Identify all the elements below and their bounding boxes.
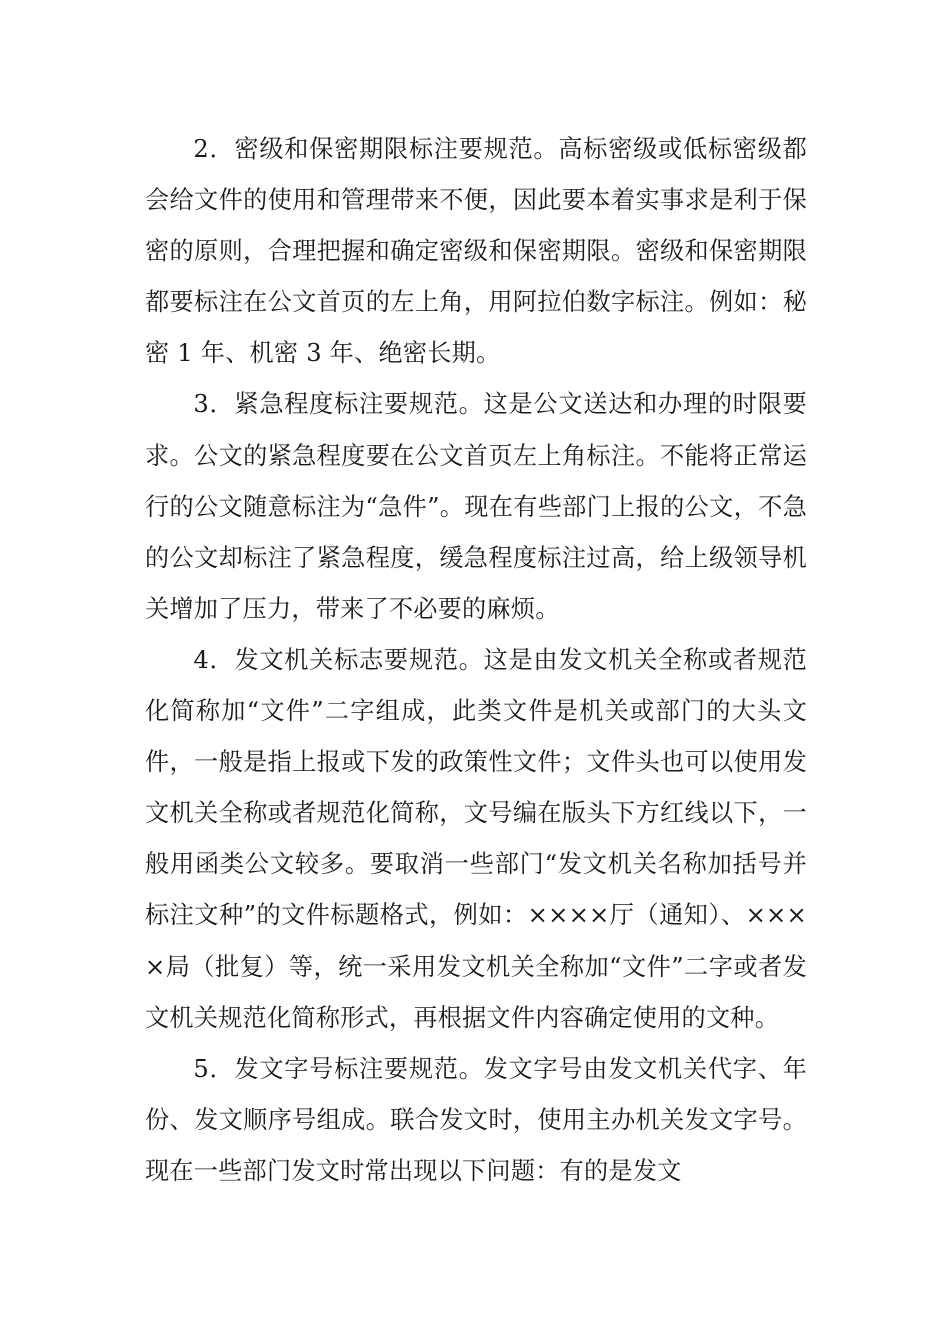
paragraph-document-number: 5．发文字号标注要规范。发文字号由发文机关代字、年份、发文顺序号组成。联合发文时，使用主办机关发文字号。现在一些部门发文时常出现以下问题：有的是发文 bbox=[145, 1054, 807, 1185]
document-body bbox=[145, 124, 807, 1197]
paragraph-classification-and-period: 2．密级和保密期限标注要规范。高标密级或低标密级都会给文件的使用和管理带来不便，因此要本着实事求是利于保密的原则，合理把握和确定密级和保密期限。密级和保密期限都要标注在公文首页的左上角，用阿拉伯数字标注。例如：秘密 1 年、机密 3 年、绝密长期。 bbox=[145, 135, 807, 368]
paragraph-issuing-authority-mark: 4．发文机关标志要规范。这是由发文机关全称或者规范化简称加“文件”二字组成，此类文件是机关或部门的大头文件，一般是指上报或下发的政策性文件；文件头也可以使用发文机关全称或者规范化简称，文号编在版头下方红线以下，一般用函类公文较多。要取消一些部门“发文机关名称加括号并标注文种”的文件标题格式，例如：××××厅（通知）、××××局（批复）等，统一采用发文机关全称加“文件”二字或者发文机关规范化简称形式，再根据文件内容确定使用的文种。 bbox=[145, 645, 807, 1032]
paragraph-urgency-level: 3．紧急程度标注要规范。这是公文送达和办理的时限要求。公文的紧急程度要在公文首页左上角标注。不能将正常运行的公文随意标注为“急件”。现在有些部门上报的公文，不急的公文却标注了紧急程度，缓急程度标注过高，给上级领导机关增加了压力，带来了不必要的麻烦。 bbox=[145, 390, 807, 623]
